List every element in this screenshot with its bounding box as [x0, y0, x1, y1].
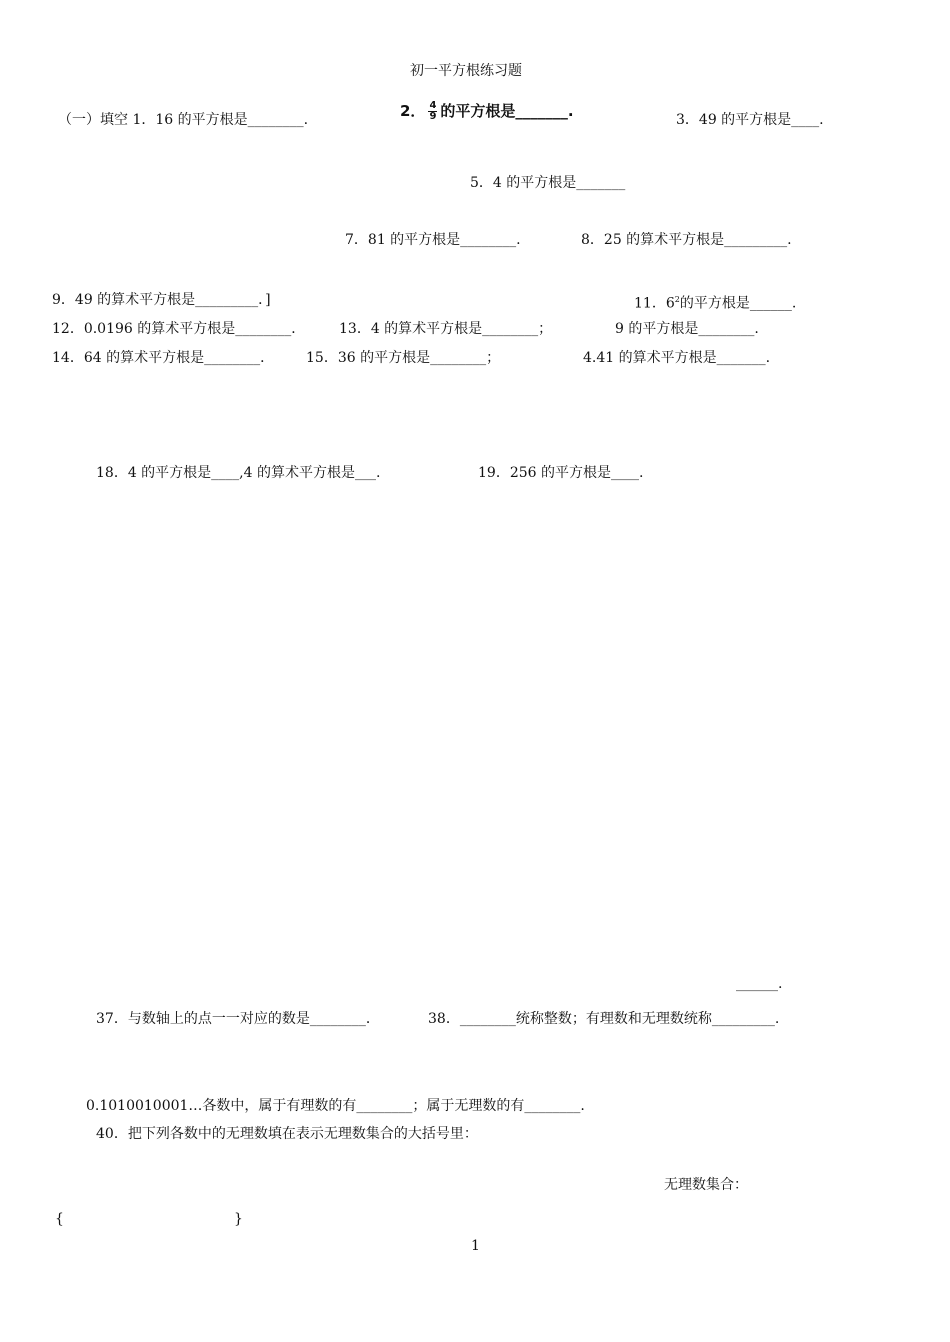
brace-close: }: [234, 1211, 243, 1227]
question-18: 18．4 的平方根是____,4 的算术平方根是___.: [96, 465, 381, 481]
question-5: 5．4 的平方根是_______: [470, 175, 626, 191]
question-38: 38．________统称整数；有理数和无理数统称_________.: [428, 1011, 780, 1027]
irrational-set-label: 无理数集合：: [664, 1177, 748, 1193]
question-14: 14．64 的算术平方根是________．: [52, 350, 275, 366]
fraction-denominator: 9: [429, 111, 437, 122]
brace-open: {: [55, 1211, 64, 1227]
question-9: 9．49 的算术平方根是_________．]: [52, 292, 271, 308]
question-12: 12．0.0196 的算术平方根是________．: [52, 321, 306, 337]
question-15b: 4.41 的算术平方根是_______.: [583, 350, 771, 366]
question-7: 7．81 的平方根是________.: [345, 232, 521, 248]
question-40: 40．把下列各数中的无理数填在表示无理数集合的大括号里：: [96, 1126, 478, 1142]
page-title: 初一平方根练习题: [410, 63, 522, 79]
question-2-number: 2．: [400, 102, 426, 120]
question-11-text: 的平方根是______.: [679, 295, 797, 312]
superscript-two: 2: [674, 295, 680, 304]
question-1: （一）填空 1．16 的平方根是________.: [58, 112, 309, 128]
question-37: 37．与数轴上的点一一对应的数是________．: [96, 1011, 380, 1027]
question-15: 15．36 的平方根是________；: [306, 350, 501, 366]
question-8: 8．25 的算术平方根是_________.: [581, 232, 792, 248]
question-11: [634, 291, 796, 313]
question-2-text: 的平方根是_______.: [440, 102, 574, 120]
question-11-number: 11．6: [634, 295, 675, 312]
page-number: 1: [471, 1238, 480, 1254]
question-19: 19．256 的平方根是____.: [478, 465, 644, 481]
question-13: 13．4 的算术平方根是________；: [339, 321, 553, 337]
fraction-numerator: 4: [429, 100, 437, 111]
question-39: 0.1010010001…各数中，属于有理数的有________；属于无理数的有________.: [86, 1098, 585, 1114]
question-13b: 9 的平方根是________.: [615, 321, 759, 337]
fraction-four-ninths: [428, 101, 437, 122]
question-3: 3．49 的平方根是____.: [676, 112, 824, 128]
answer-blank: ______.: [736, 976, 783, 992]
question-2: [400, 100, 574, 122]
